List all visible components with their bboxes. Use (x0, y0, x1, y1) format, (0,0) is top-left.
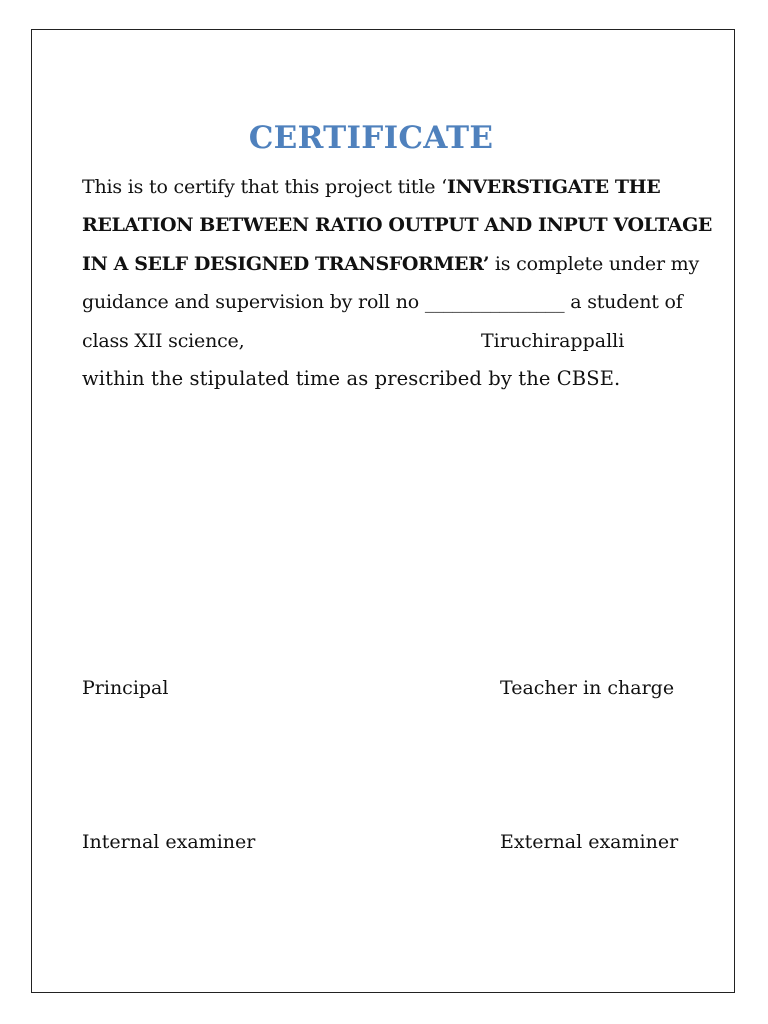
body-line-1-text: This is to certify that this project title ‘ (82, 176, 447, 198)
certificate-title: CERTIFICATE (248, 120, 494, 156)
project-title-part-1: INVERSTIGATE THE (446, 176, 661, 198)
internal-examiner-label: Internal examiner (82, 831, 256, 853)
external-examiner-label: External examiner (500, 831, 679, 853)
body-line-6: within the stipulated time as prescribed by the CBSE. (82, 367, 621, 390)
principal-signature-label: Principal (82, 677, 169, 699)
body-line-5: class XII science, (82, 330, 245, 352)
body-line-1 (82, 174, 660, 200)
body-line-3-text: is complete under my (489, 253, 700, 275)
city-name: Tiruchirappalli (481, 330, 625, 352)
project-title-part-2: RELATION BETWEEN RATIO OUTPUT AND INPUT VOLTAGE (82, 214, 712, 236)
body-line-3 (82, 251, 699, 277)
project-title-part-3: IN A SELF DESIGNED TRANSFORMER’ (82, 253, 490, 275)
teacher-signature-label: Teacher in charge (500, 677, 675, 699)
body-line-4: guidance and supervision by roll no _______________ a student of (82, 291, 683, 313)
